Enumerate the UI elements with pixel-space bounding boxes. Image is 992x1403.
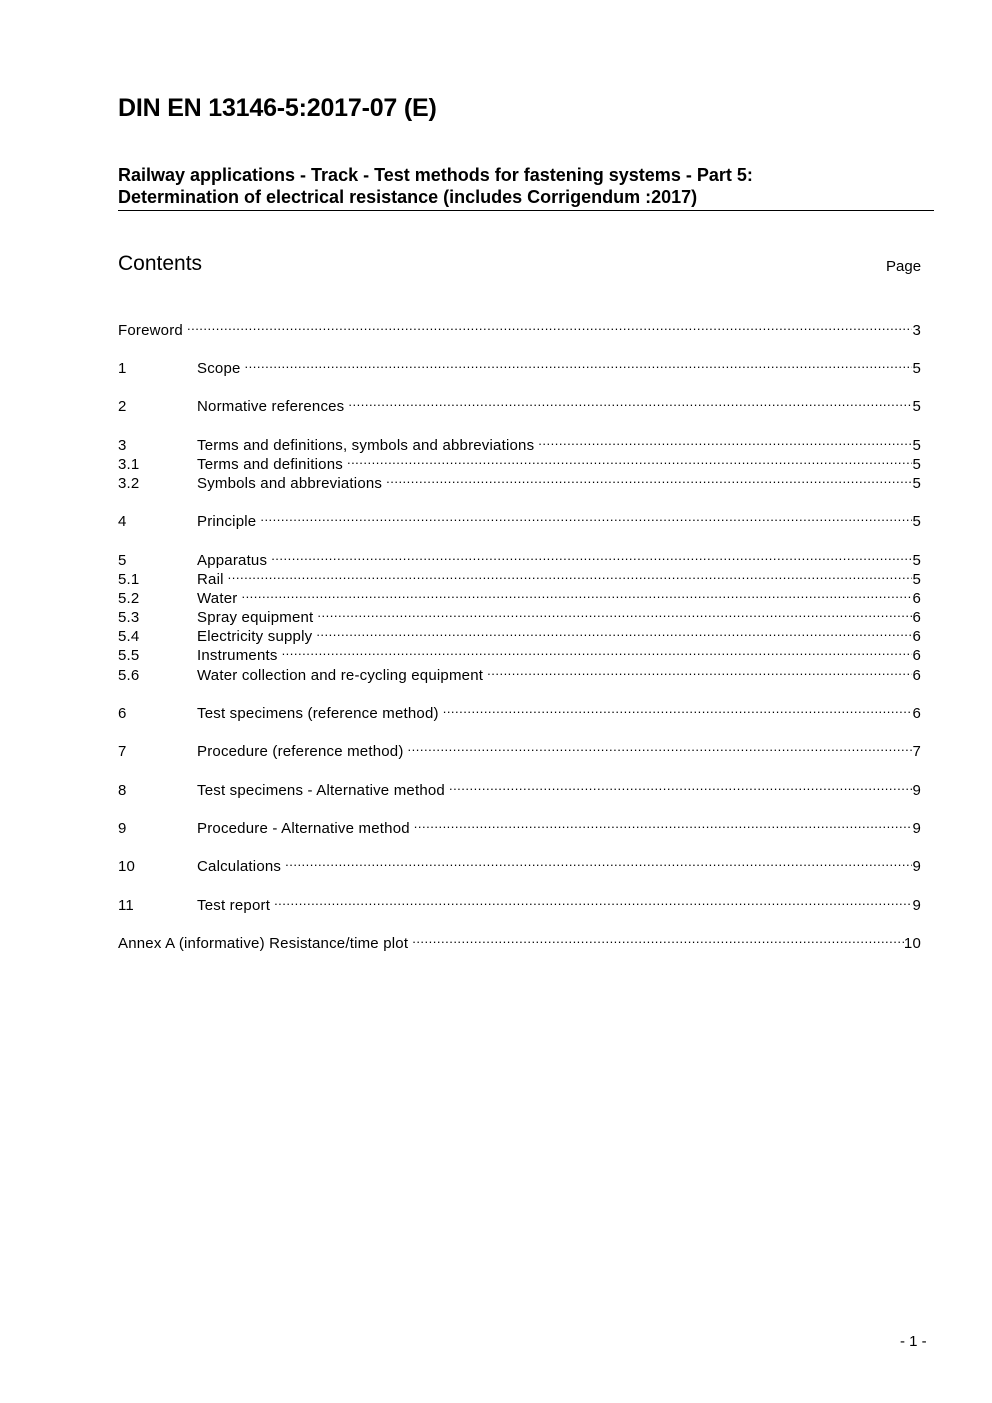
toc-entry-title: Annex A (informative) Resistance/time plot xyxy=(118,935,409,952)
toc-entry-title: Water xyxy=(197,590,238,607)
toc-entry-number: 5 xyxy=(118,552,127,569)
toc-entry-3-2[interactable] xyxy=(118,469,921,492)
toc-entry-title: Water collection and re-cycling equipment xyxy=(197,667,484,684)
toc-entry-page: 6 xyxy=(912,667,921,684)
toc-entry-number: 8 xyxy=(118,782,127,799)
toc-entry-page: 9 xyxy=(912,782,921,799)
toc-leader-dots xyxy=(414,814,913,833)
document-title-line-2: Determination of electrical resistance (includes Corrigendum :2017) xyxy=(118,187,698,207)
toc-entry-1[interactable] xyxy=(118,354,921,377)
toc-entry-5[interactable] xyxy=(118,546,921,569)
toc-leader-dots xyxy=(316,622,912,641)
toc-entry-page: 6 xyxy=(912,705,921,722)
toc-entry-number: 5.2 xyxy=(118,590,140,607)
toc-leader-dots xyxy=(317,603,912,622)
toc-leader-dots xyxy=(408,737,913,756)
toc-entry-title: Procedure (reference method) xyxy=(197,743,404,760)
toc-entry-2[interactable] xyxy=(118,392,921,415)
toc-entry-page: 5 xyxy=(912,513,921,530)
toc-entry-title: Procedure - Alternative method xyxy=(197,820,410,837)
toc-entry-5-5[interactable] xyxy=(118,641,921,664)
toc-entry-number: 3.2 xyxy=(118,475,140,492)
toc-entry-page: 6 xyxy=(912,628,921,645)
toc-entry-page: 5 xyxy=(912,360,921,377)
toc-entry-number: 3.1 xyxy=(118,456,140,473)
toc-entry-title: Scope xyxy=(197,360,241,377)
toc-entry-title: Terms and definitions xyxy=(197,456,343,473)
toc-leader-dots xyxy=(449,776,913,795)
toc-entry-5-1[interactable] xyxy=(118,565,921,588)
toc-entry-5-2[interactable] xyxy=(118,584,921,607)
toc-entry-number: 10 xyxy=(118,858,136,875)
toc-entry-number: 9 xyxy=(118,820,127,837)
toc-leader-dots xyxy=(245,354,913,373)
toc-entry-3-1[interactable] xyxy=(118,450,921,473)
toc-leader-dots xyxy=(271,546,912,565)
toc-entry-page: 6 xyxy=(912,609,921,626)
toc-entry-title: Calculations xyxy=(197,858,282,875)
toc-leader-dots xyxy=(260,507,912,526)
toc-entry-page: 5 xyxy=(912,398,921,415)
toc-entry-number: 5.1 xyxy=(118,571,140,588)
document-title xyxy=(118,164,934,211)
toc-entry-annex-a[interactable] xyxy=(118,929,921,952)
toc-leader-dots xyxy=(285,852,912,871)
toc-entry-5-4[interactable] xyxy=(118,622,921,645)
toc-leader-dots xyxy=(282,641,913,660)
toc-entry-page: 5 xyxy=(912,571,921,588)
toc-entry-6[interactable] xyxy=(118,699,921,722)
toc-entry-title: Electricity supply xyxy=(197,628,313,645)
toc-entry-9[interactable] xyxy=(118,814,921,837)
toc-leader-dots xyxy=(228,565,913,584)
toc-entry-foreword[interactable] xyxy=(118,316,921,339)
toc-leader-dots xyxy=(443,699,913,718)
toc-entry-number: 2 xyxy=(118,398,127,415)
toc-entry-page: 10 xyxy=(903,935,921,952)
toc-entry-page: 5 xyxy=(912,456,921,473)
toc-entry-page: 9 xyxy=(912,820,921,837)
toc-entry-number: 7 xyxy=(118,743,127,760)
toc-entry-number: 4 xyxy=(118,513,127,530)
toc-entry-number: 11 xyxy=(118,897,134,914)
toc-entry-number: 5.4 xyxy=(118,628,140,645)
page-column-heading: Page xyxy=(886,258,922,275)
toc-entry-number: 1 xyxy=(118,360,127,377)
toc-leader-dots xyxy=(347,450,913,469)
toc-entry-page: 5 xyxy=(912,437,921,454)
toc-leader-dots xyxy=(241,584,912,603)
toc-entry-title: Test report xyxy=(197,897,271,914)
toc-entry-page: 7 xyxy=(912,743,921,760)
toc-entry-page: 6 xyxy=(912,590,921,607)
toc-entry-title: Principle xyxy=(197,513,257,530)
toc-entry-page: 3 xyxy=(912,322,921,339)
toc-entry-7[interactable] xyxy=(118,737,921,760)
toc-entry-4[interactable] xyxy=(118,507,921,530)
toc-entry-title: Test specimens - Alternative method xyxy=(197,782,445,799)
toc-entry-title: Rail xyxy=(197,571,224,588)
toc-entry-page: 5 xyxy=(912,475,921,492)
toc-entry-11[interactable] xyxy=(118,891,921,914)
toc-entry-3[interactable] xyxy=(118,431,921,454)
toc-entry-page: 6 xyxy=(912,647,921,664)
toc-entry-title: Symbols and abbreviations xyxy=(197,475,383,492)
toc-leader-dots xyxy=(386,469,912,488)
contents-heading: Contents xyxy=(118,252,203,275)
toc-leader-dots xyxy=(487,661,912,680)
toc-entry-5-6[interactable] xyxy=(118,661,921,684)
toc-entry-title: Terms and definitions, symbols and abbreviations xyxy=(197,437,535,454)
document-title-line-1: Railway applications - Track - Test methods for fastening systems - Part 5: xyxy=(118,165,753,185)
toc-entry-number: 3 xyxy=(118,437,127,454)
toc-entry-number: 5.3 xyxy=(118,609,140,626)
toc-entry-title: Instruments xyxy=(197,647,278,664)
toc-leader-dots xyxy=(274,891,912,910)
toc-leader-dots xyxy=(187,316,912,335)
toc-entry-8[interactable] xyxy=(118,776,921,799)
toc-leader-dots xyxy=(538,431,912,450)
toc-entry-title: Foreword xyxy=(118,322,183,339)
toc-entry-title: Spray equipment xyxy=(197,609,314,626)
toc-entry-5-3[interactable] xyxy=(118,603,921,626)
toc-entry-page: 9 xyxy=(912,897,921,914)
toc-entry-10[interactable] xyxy=(118,852,921,875)
toc-entry-title: Normative references xyxy=(197,398,345,415)
toc-entry-title: Test specimens (reference method) xyxy=(197,705,439,722)
document-id: DIN EN 13146-5:2017-07 (E) xyxy=(118,94,437,122)
toc-entry-number: 5.5 xyxy=(118,647,140,664)
toc-entry-number: 5.6 xyxy=(118,667,140,684)
toc-entry-page: 9 xyxy=(912,858,921,875)
toc-entry-page: 5 xyxy=(912,552,921,569)
toc-leader-dots xyxy=(412,929,904,948)
page-number: - 1 - xyxy=(900,1333,927,1350)
toc-entry-number: 6 xyxy=(118,705,127,722)
toc-entry-title: Apparatus xyxy=(197,552,268,569)
toc-leader-dots xyxy=(348,392,912,411)
